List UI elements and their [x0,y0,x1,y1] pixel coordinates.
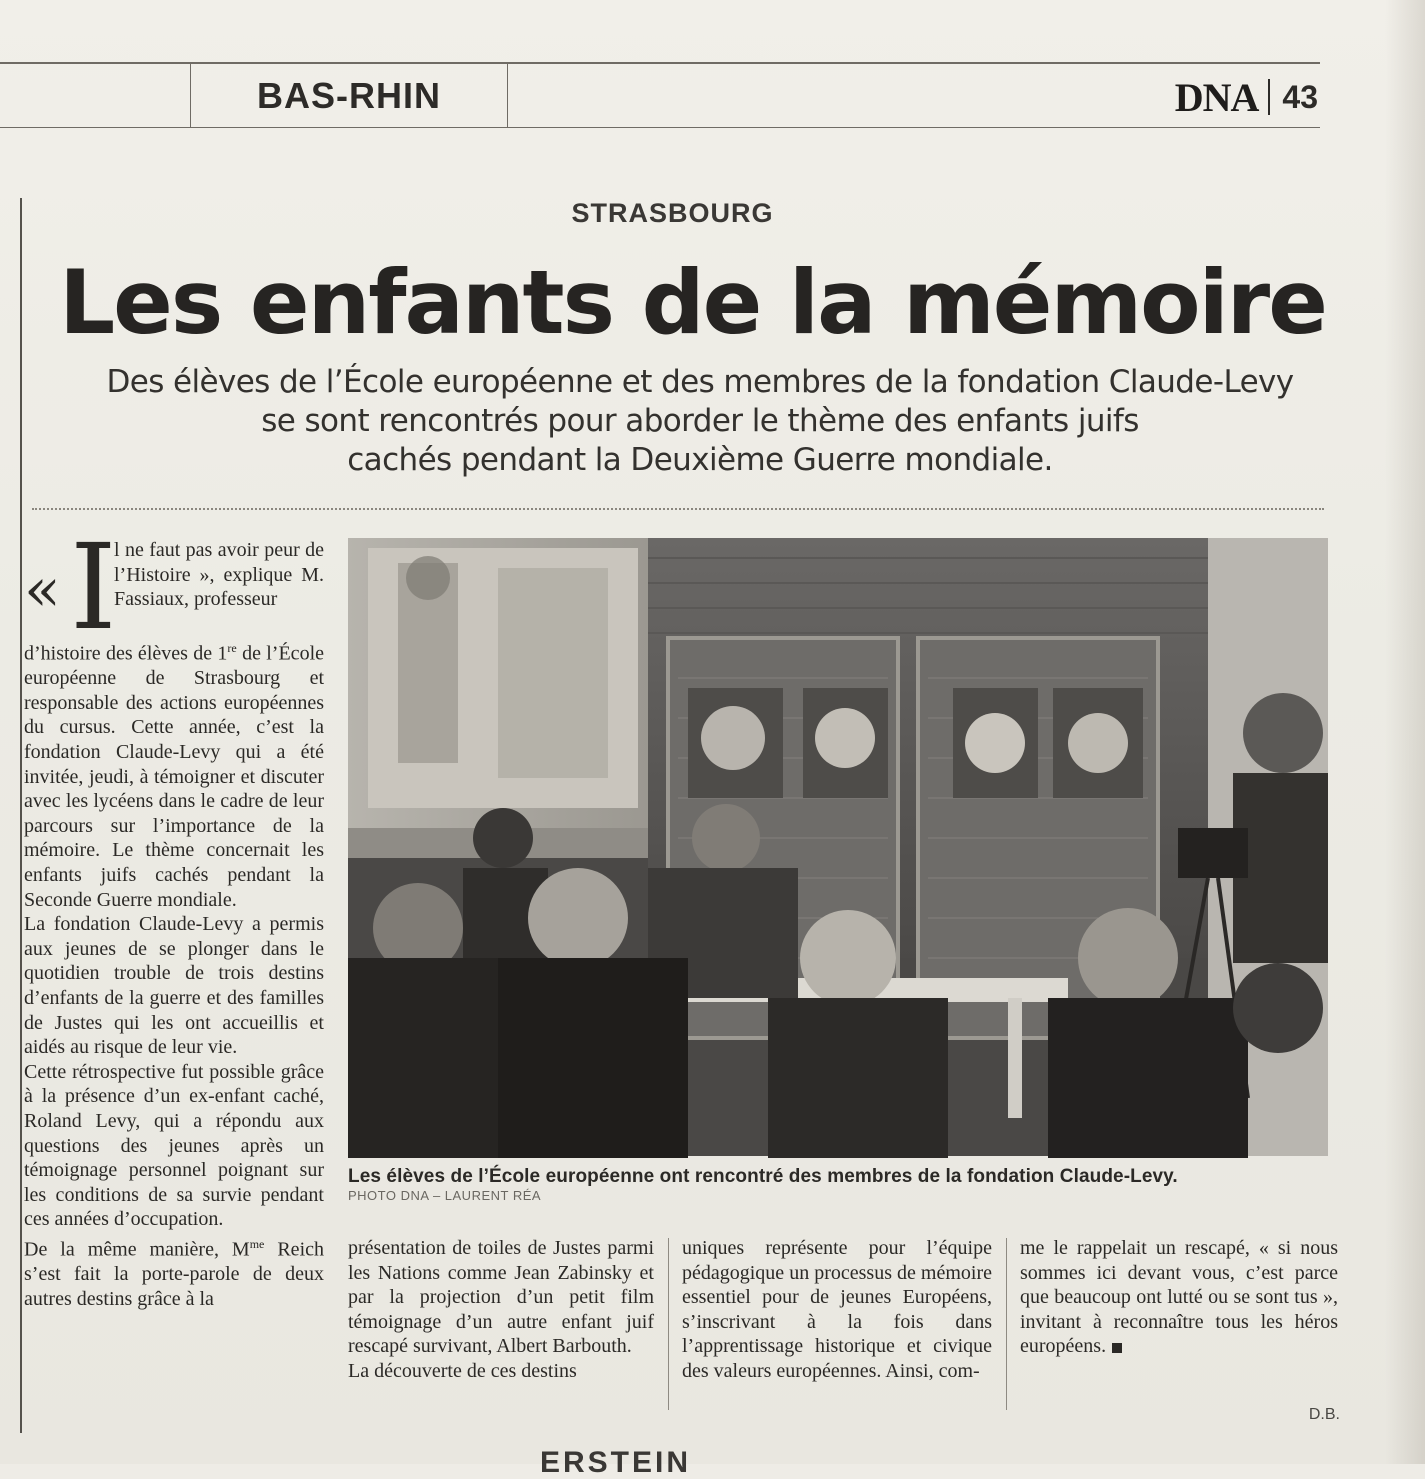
article-photo [348,538,1328,1156]
page-header [0,62,1320,128]
article-headline: Les enfants de la mémoire [59,251,1326,354]
brand-block [1175,72,1318,122]
article-column-2 [348,1236,654,1384]
left-column-rule [20,198,22,1433]
paragraph: Cette rétrospective fut possible grâce à la présence d’un ex-enfant caché, Roland Levy, qui a répondu aux questions des jeunes après un témoignage personnel poignant sur les conditions de sa survie pendant ces années d’occupation. [24,1060,324,1231]
dropcap-text: l ne faut pas avoir peur de l’Histoire », explique M. Fassiaux, professeur [114,539,324,611]
dropcap-letter: I [70,518,117,656]
article-column-1 [24,518,324,1311]
article-standfirst [60,363,1340,480]
paragraph: uniques représente pour l’équipe pédagogique un processus de mémoire essentiel pour de jeunes Européens, s’inscrivant à la fois dans l’apprentissage historique et civique des valeurs européennes. Ainsi, com- [682,1237,992,1382]
column-divider [1006,1238,1007,1410]
text-run: Reich s’est fait la porte-parole de deux autres destins grâce à la [24,1238,324,1310]
dotted-divider [32,508,1324,510]
paragraph [24,636,324,912]
article-kicker: STRASBOURG [571,198,774,228]
end-mark [1112,1343,1122,1353]
photo-caption: Les élèves de l’École européenne ont rencontré des membres de la fondation Claude-Levy. [348,1166,1178,1187]
article-column-4 [1020,1236,1338,1359]
paragraph: La fondation Claude-Levy a permis aux jeunes de se plonger dans le quotidien trouble de trois destins d’enfants de la guerre et des familles de Justes qui les ont accueillis et aidés au risque de leur vie. [24,913,324,1059]
brand-logo: DNA [1174,74,1259,120]
paragraph: présentation de toiles de Justes parmi les Nations comme Jean Zabinsky et par la projection d’un petit film témoignage d’un autre enfant juif rescapé survivant, Albert Barbouth. [348,1237,654,1358]
text-run: de l’École européenne de Strasbourg et responsable des actions européennes du cursus. Cette année, c’est la fondation Claude-Levy qui a été invitée, jeudi, à témoigner et discuter avec les lycéens dans le cadre de leur parcours sur l’importance de la mémoire. Le thème concernait les enfants juifs cachés pendant la Seconde Guerre mondiale. [24,642,324,911]
section-box [190,64,508,128]
standfirst-line: se sont rencontrés pour aborder le thème des enfants juifs [261,403,1139,439]
photo-credit: PHOTO DNA – LAURENT RÉA [348,1188,542,1203]
superscript: re [227,641,237,655]
text-run: d’histoire des élèves de 1 [24,642,228,665]
opening-quote: « [24,555,61,625]
article-column-3 [682,1236,992,1384]
page-fold-shadow [1385,0,1425,1464]
section-label: BAS-RHIN [257,75,441,116]
photo-illustration [348,538,1328,1156]
page-number: 43 [1282,78,1318,115]
standfirst-line: Des élèves de l’École européenne et des membres de la fondation Claude-Levy [106,364,1294,400]
paragraph [1020,1236,1338,1359]
text-run: De la même manière, M [24,1238,250,1261]
paragraph: La découverte de ces destins [348,1359,577,1382]
column-divider [668,1238,669,1410]
superscript: me [249,1236,265,1251]
brand-separator [1268,79,1270,115]
author-signature: D.B. [1308,1406,1340,1423]
standfirst-line: cachés pendant la Deuxième Guerre mondiale. [347,442,1053,478]
next-article-title: ERSTEIN [540,1446,692,1479]
text-run: me le rappelait un rescapé, « si nous sommes ici devant vous, c’est parce que beaucoup ont lutté ou se sont tus », invitant à reconnaître tous les héros européens. [1020,1237,1338,1358]
paragraph [24,1232,324,1311]
next-article-fragment [540,1446,840,1479]
